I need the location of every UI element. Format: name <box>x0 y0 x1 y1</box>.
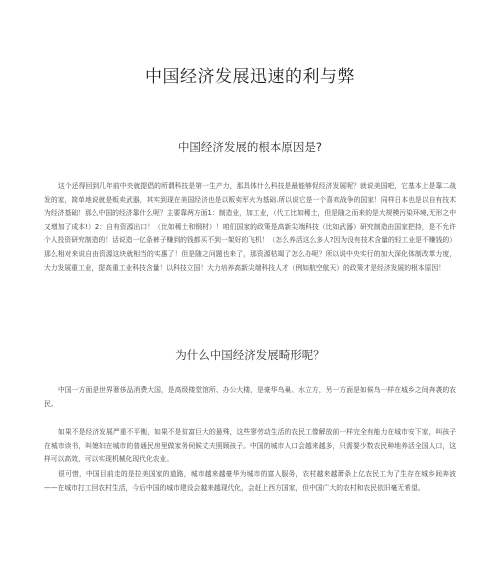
section-heading-root-cause: 中国经济发展的根本原因是? <box>177 140 323 154</box>
section-paragraph-urban-rural: 很可惜，中国目前走的是拉美国家的道路，城市越来越豪华为城市的富人服务，农村越来越萧条上亿农民工为了生存在城乡间奔波——在城市打工回农村生活，今后中国的城市建设会越来越现代化，会赶上西方国家，但中国广大的农村和农民依旧毫无希望。 <box>44 470 456 492</box>
page-title: 中国经济发展迅速的利与弊 <box>145 67 355 87</box>
section-paragraph-consumption: 中国一方面是世界奢侈品消费大国，是高级楼堂馆所、办公大楼，是豪华鸟巢、水立方，另一方面是如候鸟一样在城乡之间奔袭的农民。 <box>44 386 456 408</box>
section-paragraph-migrant-workers: 如果不是经济发展严重不平衡，如果不是贫富巨大的悬殊，这些寥劳动生活的农民工像解放前一样完全有能力在城市安下家，叫孩子在城市读书，叫媳妇在城市的普通民房里做家务伺候丈夫照顾孩子。中国的城市人口会越来越多，只需要少数农民种地养活全国人口，这样可以高效，可以实现机械化现代化农业。 <box>44 428 456 464</box>
section-heading-imbalance: 为什么中国经济发展畸形呢？ <box>175 348 325 362</box>
section-paragraph-root-cause: 这个还得回到几年前中央就提倡的所谓科技是第一生产力，那具体什么科技是最能够促经济发展呢？就说美国吧，它基本上是靠二战发的家，简单地说就是贩卖武器，其实到现在美国经济也是以贩卖军火为基础.所以说它是一个喜欢战争的国家！同样日本也是以自有技术为经济基础！那么中国的经济靠什么呢？主要靠两方面1：制造业，加工业，（代工比如稀土，但是随之而来的是大规模污染环境,无形之中又增加了成本!）2：自有资源出口！（比如稀土和钢材）！咱们国家的政策是高新尖端科技（比如武器）研究制造由国家把持，是不允许个人投资研究制造的！话说造一亿条裤子赚到的钱都买不到一架好的飞机！（怎么养活这么多人?因为没有技术含量的轻工业是不赚钱的）那么相对来说自由资源这块就相当的实惠了！但是随之问题也来了，那资源枯竭了怎么办呢？所以说中央实行的加大深化体制改革力度，大力发展重工业，提高重工业科技含量！以科技立国！大力培养高新尖端科技人才（例如航空航天）的政策才是经济发展的根本原因！ <box>44 182 456 272</box>
